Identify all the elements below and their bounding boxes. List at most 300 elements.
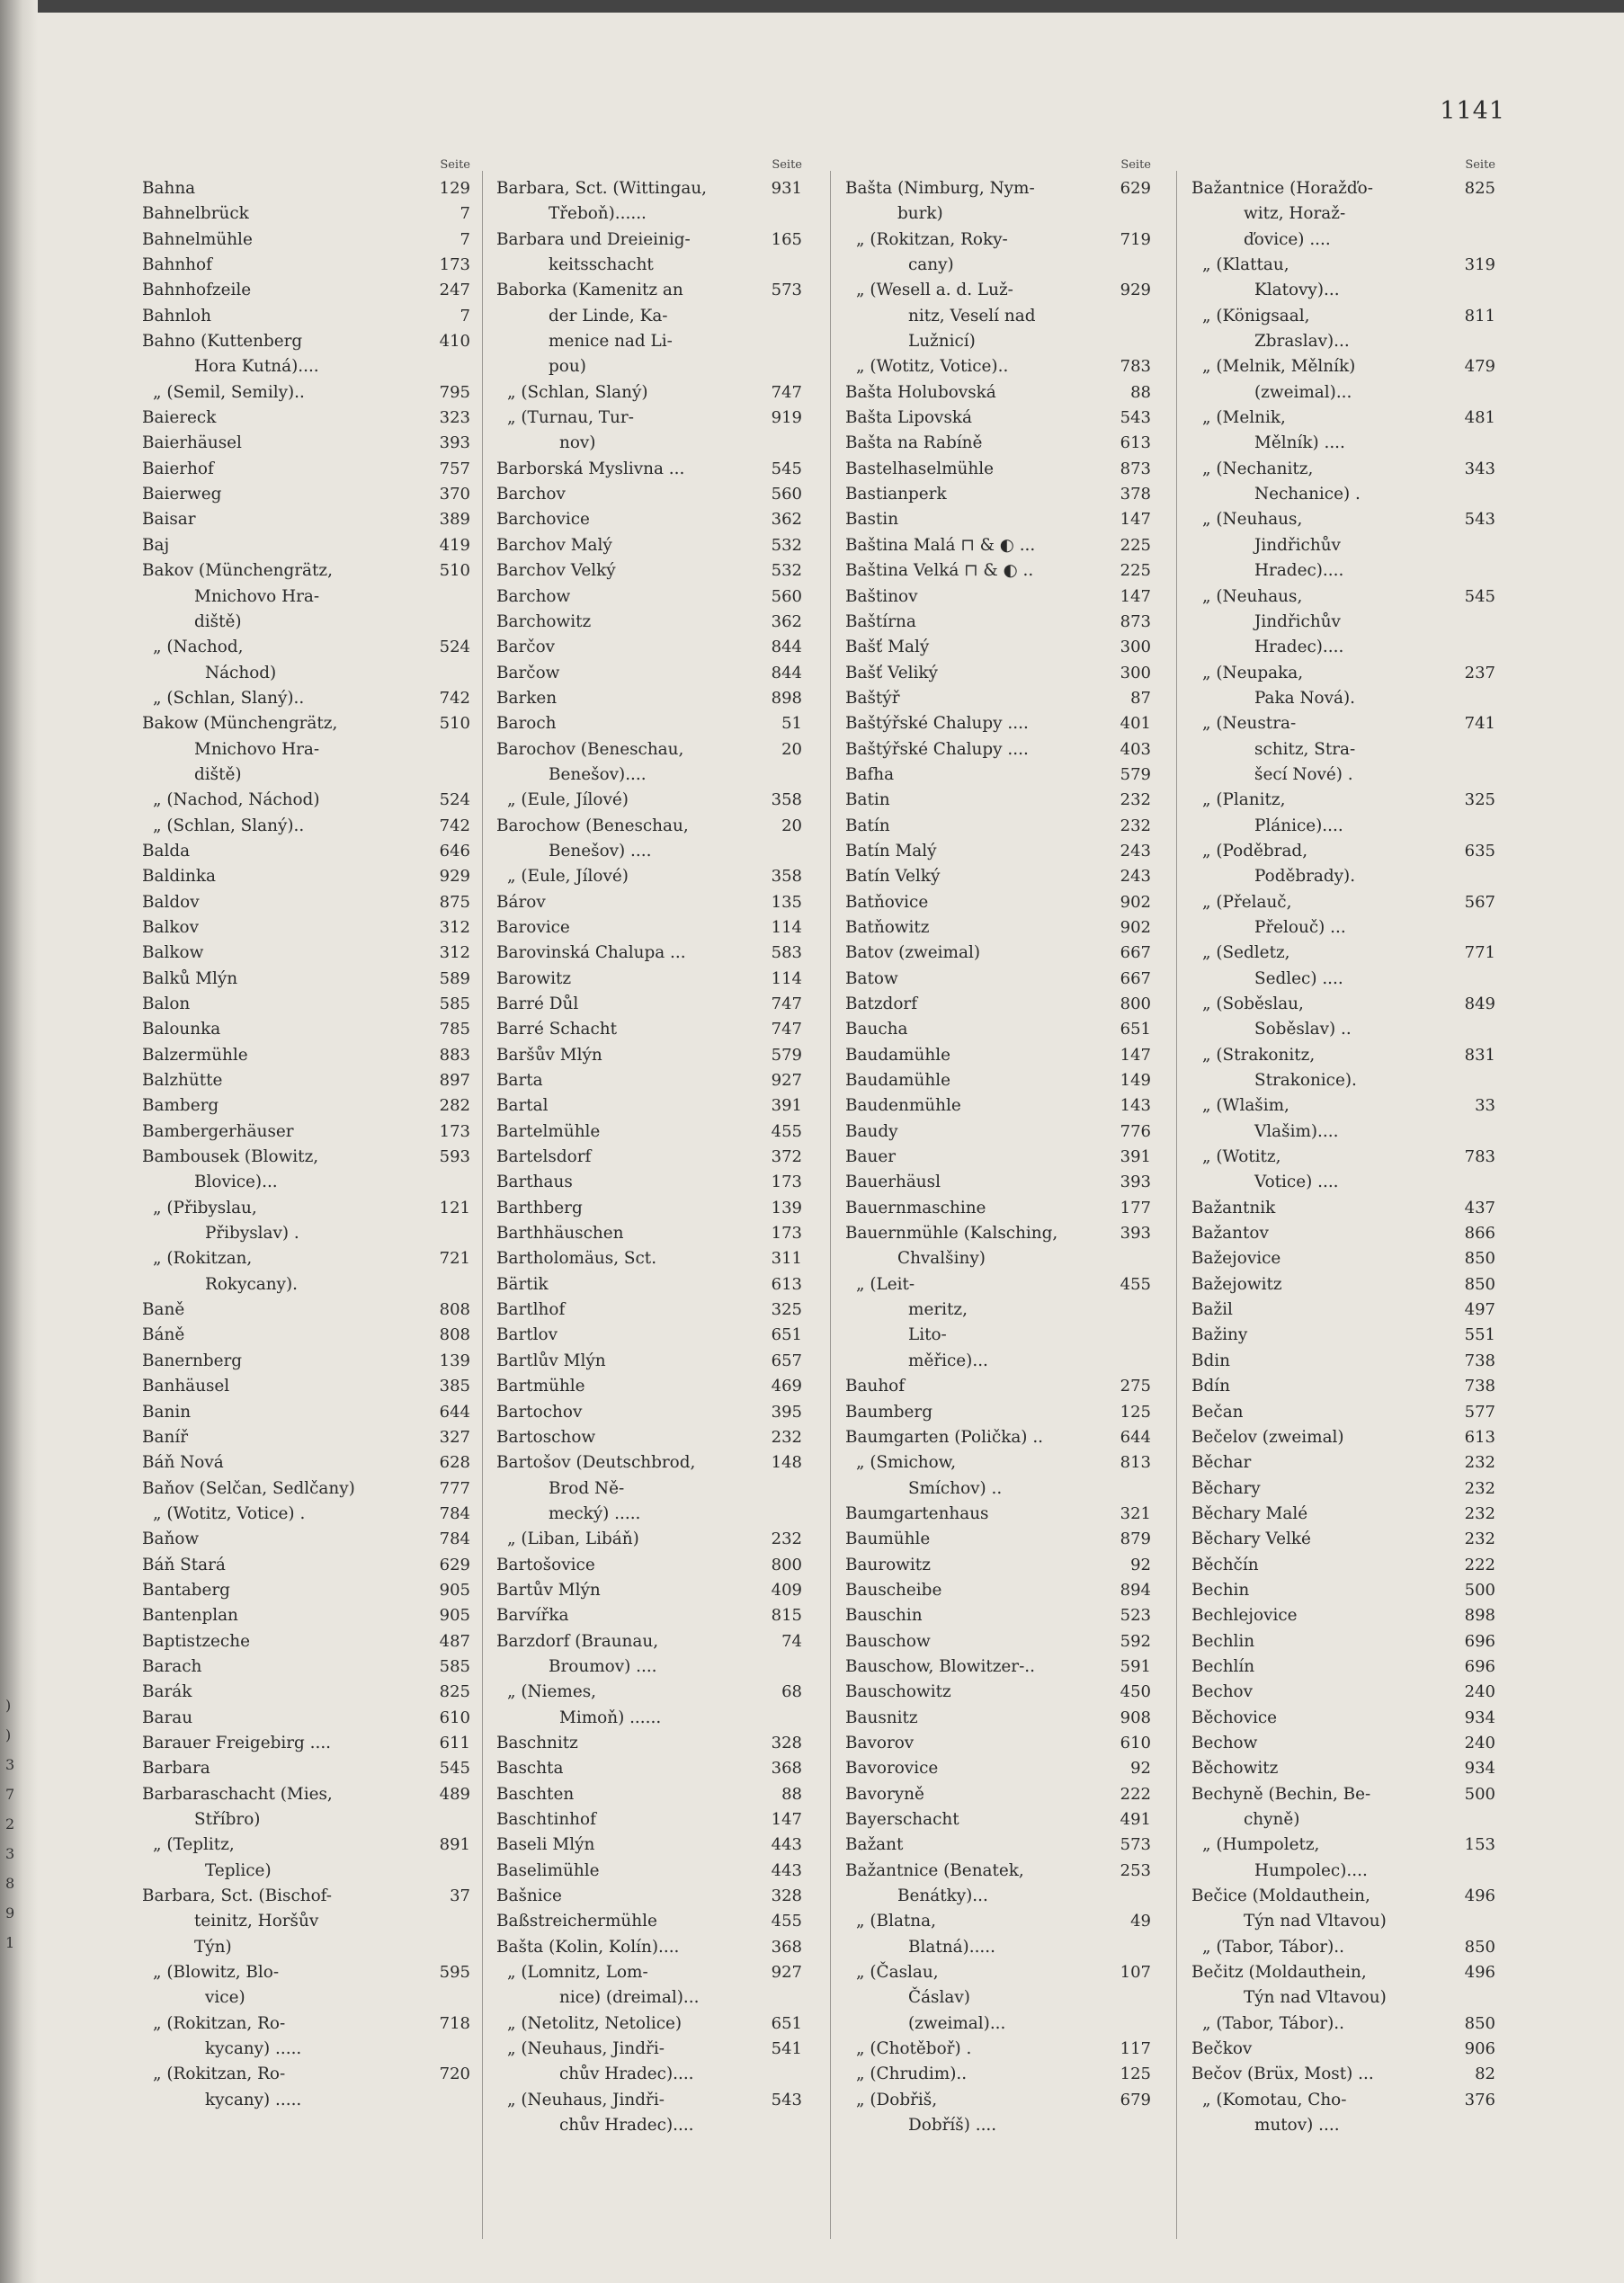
index-entry [142, 1502, 470, 1527]
entry-page-number: 74 [781, 1631, 802, 1651]
entry-name: Baršův Mlýn [496, 1045, 602, 1065]
entry-page-number: 7 [460, 306, 470, 326]
entry-name: Baudy [845, 1121, 898, 1141]
entry-page-number: 783 [1464, 1147, 1495, 1167]
entry-name: „ (Neuhaus, Jindři- [507, 2090, 665, 2109]
entry-name: „ (Königsaal, [1202, 306, 1310, 326]
entry-continuation: Strakonice). [1254, 1071, 1357, 1091]
entry-name: Bausnitz [845, 1708, 918, 1727]
entry-name: Baj [142, 535, 170, 555]
index-entry [496, 610, 802, 635]
index-entry [845, 533, 1151, 558]
entry-name: Bakow (Münchengrätz, [142, 714, 338, 734]
index-entry [845, 1807, 1151, 1833]
index-entry [142, 406, 470, 431]
entry-name: Baldinka [142, 867, 216, 887]
entry-continuation: mutov) .... [1254, 2116, 1340, 2136]
entry-page-number: 325 [771, 1300, 802, 1320]
entry-page-number: 929 [1120, 281, 1151, 300]
index-entry [142, 915, 470, 941]
entry-name: Barvířka [496, 1606, 569, 1626]
index-entry [845, 864, 1151, 889]
entry-name: Baštýřské Chalupy .... [845, 714, 1029, 734]
index-entry [142, 1374, 470, 1399]
entry-name: Bartlov [496, 1325, 558, 1345]
index-entry [142, 2011, 470, 2063]
entry-name: Barovice [496, 917, 570, 937]
index-entry [496, 1374, 802, 1399]
index-entry [1191, 711, 1495, 788]
entry-page-number: 391 [1120, 1147, 1151, 1167]
index-entry [845, 507, 1151, 532]
index-entry [1191, 1833, 1495, 1884]
entry-page-number: 927 [771, 1071, 802, 1091]
entry-name: Batzdorf [845, 994, 918, 1013]
index-entry [1191, 176, 1495, 253]
index-entry [845, 992, 1151, 1017]
entry-page-number: 275 [1120, 1377, 1151, 1396]
entry-page-number: 497 [1464, 1300, 1495, 1320]
entry-page-number: 776 [1120, 1121, 1151, 1141]
index-entry [142, 1578, 470, 1603]
entry-continuation: Týn nad Vltavou) [1244, 1988, 1387, 2008]
entry-name: Baštinov [845, 586, 918, 606]
entry-name: „ (Nachod, [153, 638, 244, 657]
entry-page-number: 88 [1130, 382, 1151, 402]
entry-name: Balkow [142, 943, 204, 963]
index-entry [496, 533, 802, 558]
entry-name: Barbaraschacht (Mies, [142, 1784, 333, 1804]
entry-name: Barthaus [496, 1173, 573, 1192]
entry-name: Baumgartenhaus [845, 1503, 989, 1523]
margin-mark: ) [5, 1697, 12, 1714]
entry-page-number: 125 [1120, 2065, 1151, 2084]
entry-name: Bažantnik [1191, 1198, 1276, 1217]
index-entry [1191, 1323, 1495, 1348]
entry-page-number: 844 [771, 638, 802, 657]
index-entry [496, 482, 802, 507]
entry-continuation: Týn) [194, 1937, 232, 1957]
entry-page-number: 148 [771, 1453, 802, 1473]
entry-name: Baňov (Selčan, Sedlčany) [142, 1478, 355, 1498]
index-entry [142, 1093, 470, 1119]
entry-continuation: ďovice) .... [1244, 229, 1331, 249]
entry-continuation: Blovice)... [194, 1173, 278, 1192]
entry-name: Barthberg [496, 1198, 583, 1217]
entry-page-number: 312 [439, 943, 470, 963]
entry-name: „ (Melnik, Mělník) [1202, 357, 1356, 377]
index-entry [845, 1170, 1151, 1195]
entry-name: „ (Neuhaus, Jindři- [507, 2039, 665, 2059]
entry-page-number: 455 [771, 1121, 802, 1141]
entry-name: Bambousek (Blowitz, [142, 1147, 319, 1167]
entry-name: Bartelmühle [496, 1121, 601, 1141]
entry-page-number: 573 [1120, 1835, 1151, 1855]
entry-page-number: 328 [771, 1733, 802, 1752]
entry-page-number: 147 [1120, 1045, 1151, 1065]
entry-page-number: 68 [781, 1682, 802, 1702]
entry-name: Bahno (Kuttenberg [142, 332, 303, 352]
entry-page-number: 107 [1120, 1963, 1151, 1983]
entry-name: Barré Důl [496, 994, 579, 1013]
entry-name: Bartošovice [496, 1555, 595, 1574]
entry-continuation: (zweimal)... [908, 2013, 1006, 2033]
index-entry [496, 2011, 802, 2037]
entry-continuation: kycany) ..... [205, 2039, 302, 2059]
entry-name: Barochow (Beneschau, [496, 816, 689, 835]
entry-page-number: 585 [439, 1656, 470, 1676]
entry-continuation: chův Hradec).... [559, 2065, 694, 2084]
index-entry [496, 1400, 802, 1425]
entry-continuation: kycany) ..... [205, 2090, 302, 2109]
index-entry [142, 686, 470, 711]
entry-page-number: 718 [439, 2013, 470, 2033]
entry-name: Barthhäuschen [496, 1224, 624, 1244]
entry-name: Banhäusel [142, 1377, 230, 1396]
index-entry [142, 304, 470, 329]
entry-page-number: 7 [460, 204, 470, 224]
entry-continuation: cany) [908, 255, 954, 275]
entry-page-number: 389 [439, 510, 470, 530]
index-entry [496, 711, 802, 736]
entry-name: Baschta [496, 1759, 564, 1779]
index-entry [142, 1731, 470, 1756]
entry-page-number: 866 [1464, 1224, 1495, 1244]
index-entry [1191, 1756, 1495, 1781]
index-entry [1191, 1502, 1495, 1527]
index-entry [1191, 1093, 1495, 1145]
entry-page-number: 469 [771, 1377, 802, 1396]
entry-page-number: 232 [1120, 790, 1151, 810]
entry-page-number: 33 [1475, 1096, 1495, 1116]
entry-continuation: Brod Ně- [549, 1478, 625, 1498]
entry-continuation: nov) [559, 433, 596, 453]
index-entry [1191, 1374, 1495, 1399]
entry-page-number: 929 [439, 867, 470, 887]
entry-name: Běchary Velké [1191, 1529, 1311, 1549]
index-entry [1191, 1246, 1495, 1271]
index-entry [142, 1782, 470, 1833]
index-entry [142, 1145, 470, 1196]
entry-page-number: 232 [1464, 1478, 1495, 1498]
entry-name: Bečkov [1191, 2039, 1253, 2059]
entry-page-number: 232 [771, 1427, 802, 1447]
entry-name: Baština Malá ⊓ & ◐ ... [845, 535, 1036, 555]
entry-name: „ (Časlau, [856, 1963, 939, 1983]
entry-name: Bauschin [845, 1606, 923, 1626]
entry-name: „ (Rokitzan, Roky- [856, 229, 1008, 249]
entry-page-number: 368 [771, 1759, 802, 1779]
entry-name: Bantenplan [142, 1606, 238, 1626]
index-entry [496, 507, 802, 532]
index-column-3 [845, 158, 1151, 2244]
entry-name: „ (Chrudim).. [856, 2065, 968, 2084]
entry-name: Bahnelmühle [142, 229, 253, 249]
entry-name: Baschten [496, 1784, 575, 1804]
entry-name: Batňovice [845, 892, 929, 912]
entry-page-number: 800 [1120, 994, 1151, 1013]
entry-name: „ (Wotitz, [1202, 1147, 1281, 1167]
entry-name: Bašnice [496, 1886, 562, 1906]
index-entry [496, 1425, 802, 1450]
entry-page-number: 583 [771, 943, 802, 963]
entry-page-number: 243 [1120, 867, 1151, 887]
entry-page-number: 543 [1464, 510, 1495, 530]
entry-continuation: meritz, [908, 1300, 968, 1320]
entry-page-number: 651 [771, 1325, 802, 1345]
index-entry [845, 2037, 1151, 2062]
index-entry [142, 482, 470, 507]
entry-name: Baudamühle [845, 1071, 950, 1091]
index-entry [142, 1425, 470, 1450]
entry-page-number: 437 [1464, 1198, 1495, 1217]
entry-page-number: 523 [1120, 1606, 1151, 1626]
entry-page-number: 312 [439, 917, 470, 937]
index-entry [496, 1807, 802, 1833]
entry-page-number: 393 [439, 433, 470, 453]
entry-name: Baptistzeche [142, 1631, 250, 1651]
entry-page-number: 496 [1464, 1886, 1495, 1906]
entry-name: Baucha [845, 1020, 908, 1039]
index-entry [496, 1349, 802, 1374]
entry-page-number: 905 [439, 1580, 470, 1600]
entry-name: Barowitz [496, 968, 572, 988]
entry-continuation: Lito- [908, 1325, 947, 1345]
entry-page-number: 358 [771, 867, 802, 887]
entry-name: Bafha [845, 764, 895, 784]
entry-page-number: 738 [1464, 1377, 1495, 1396]
entry-name: Baselimühle [496, 1860, 600, 1880]
index-entry [1191, 1629, 1495, 1654]
entry-page-number: 479 [1464, 357, 1495, 377]
entry-name: Bašta na Rabíně [845, 433, 983, 453]
entry-continuation: burk) [897, 204, 943, 224]
index-entry [142, 380, 470, 406]
entry-page-number: 139 [771, 1198, 802, 1217]
entry-page-number: 328 [771, 1886, 802, 1906]
index-entry [142, 1043, 470, 1068]
entry-name: Balda [142, 841, 191, 861]
entry-name: Bárov [496, 892, 546, 912]
entry-name: Bašta Holubovská [845, 382, 996, 402]
entry-name: Bayerschacht [845, 1810, 959, 1829]
index-entry [1191, 304, 1495, 355]
entry-page-number: 491 [1120, 1810, 1151, 1829]
entry-page-number: 311 [771, 1249, 802, 1269]
index-entry [496, 2037, 802, 2088]
entry-page-number: 635 [1464, 841, 1495, 861]
column-rule [482, 171, 483, 2239]
entry-page-number: 391 [771, 1096, 802, 1116]
index-entry [845, 1043, 1151, 1068]
entry-page-number: 629 [1120, 179, 1151, 198]
entry-page-number: 720 [439, 2065, 470, 2084]
entry-name: Bambergerhäuser [142, 1121, 294, 1141]
entry-page-number: 560 [771, 485, 802, 504]
index-entry [496, 1298, 802, 1323]
entry-name: Bečelov (zweimal) [1191, 1427, 1344, 1447]
entry-page-number: 455 [1120, 1274, 1151, 1294]
entry-name: Barchovice [496, 510, 590, 530]
entry-name: „ (Turnau, Tur- [507, 408, 634, 428]
entry-page-number: 747 [771, 1020, 802, 1039]
index-entry [496, 635, 802, 660]
index-entry [142, 1756, 470, 1781]
entry-name: „ (Neustra- [1202, 714, 1297, 734]
index-entry [142, 1527, 470, 1552]
entry-continuation: Poděbrady). [1254, 867, 1356, 887]
entry-name: Bauhof [845, 1377, 906, 1396]
index-entry [496, 1119, 802, 1145]
index-entry [1191, 1553, 1495, 1578]
entry-name: Barovinská Chalupa ... [496, 943, 686, 963]
entry-page-number: 783 [1120, 357, 1151, 377]
index-entry [845, 1221, 1151, 1272]
index-entry [1191, 507, 1495, 584]
entry-page-number: 247 [439, 281, 470, 300]
entry-name: Bartelsdorf [496, 1147, 592, 1167]
entry-page-number: 253 [1120, 1860, 1151, 1880]
index-entry [845, 354, 1151, 379]
entry-continuation: Zbraslav)... [1254, 332, 1350, 352]
margin-marks [5, 1690, 14, 1957]
entry-page-number: 757 [439, 459, 470, 478]
entry-name: „ (Wotitz, Votice) . [153, 1503, 306, 1523]
entry-name: Bahnhofzeile [142, 281, 252, 300]
entry-name: Baierweg [142, 485, 222, 504]
entry-page-number: 92 [1130, 1759, 1151, 1779]
index-entry [845, 737, 1151, 762]
index-entry [142, 711, 470, 788]
entry-name: „ (Schlan, Slaný).. [153, 688, 305, 708]
index-entry [142, 1603, 470, 1628]
index-entry [1191, 941, 1495, 992]
entry-name: Bašta (Kolin, Kolín).... [496, 1937, 680, 1957]
entry-name: Batín Malý [845, 841, 937, 861]
entry-name: Barčov [496, 638, 556, 657]
entry-continuation: Týn nad Vltavou) [1244, 1912, 1387, 1931]
entry-continuation: Hora Kutná).... [194, 357, 319, 377]
entry-page-number: 875 [439, 892, 470, 912]
index-entry [142, 1706, 470, 1731]
index-entry [496, 1170, 802, 1195]
entry-name: Balounka [142, 1020, 221, 1039]
entry-name: Bauerhäusl [845, 1173, 941, 1192]
index-entry [496, 227, 802, 279]
entry-name: Baštírna [845, 611, 916, 631]
entry-page-number: 149 [1120, 1071, 1151, 1091]
entry-name: Bažiny [1191, 1325, 1248, 1345]
index-entry [142, 533, 470, 558]
entry-name: Bechyně (Bechin, Be- [1191, 1784, 1371, 1804]
entry-page-number: 524 [439, 790, 470, 810]
entry-page-number: 232 [1464, 1503, 1495, 1523]
entry-name: „ (Teplitz, [153, 1835, 235, 1855]
entry-name: Barborská Myslivna ... [496, 459, 685, 478]
index-entry [496, 2088, 802, 2139]
entry-page-number: 443 [771, 1835, 802, 1855]
index-entry [496, 1935, 802, 1960]
entry-page-number: 657 [771, 1351, 802, 1370]
entry-page-number: 719 [1120, 229, 1151, 249]
index-entry [142, 227, 470, 253]
entry-page-number: 173 [439, 1121, 470, 1141]
index-entry [845, 406, 1151, 431]
entry-continuation: nitz, Veselí nad [908, 306, 1036, 326]
entry-continuation: chův Hradec).... [559, 2116, 694, 2136]
index-entry [496, 1323, 802, 1348]
entry-name: „ (Planitz, [1202, 790, 1286, 810]
entry-page-number: 850 [1464, 1937, 1495, 1957]
index-entry [496, 1272, 802, 1298]
entry-page-number: 902 [1120, 917, 1151, 937]
index-entry [845, 482, 1151, 507]
entry-name: „ (Melnik, [1202, 408, 1286, 428]
entry-page-number: 747 [771, 382, 802, 402]
index-entry [142, 431, 470, 456]
entry-name: Baňow [142, 1529, 200, 1549]
index-entry [496, 661, 802, 686]
entry-name: „ (Poděbrad, [1202, 841, 1308, 861]
entry-continuation: Vlašim).... [1254, 1121, 1339, 1141]
entry-page-number: 610 [1120, 1733, 1151, 1752]
index-entry [845, 1196, 1151, 1221]
entry-name: Barauer Freigebirg .... [142, 1733, 332, 1752]
entry-page-number: 117 [1120, 2039, 1151, 2059]
entry-name: Bauernmühle (Kalsching, [845, 1224, 1058, 1244]
index-entry [845, 1093, 1151, 1119]
entry-page-number: 721 [439, 1249, 470, 1269]
entry-name: Baroch [496, 714, 557, 734]
entry-page-number: 393 [1120, 1173, 1151, 1192]
index-entry [496, 864, 802, 889]
entry-page-number: 795 [439, 382, 470, 402]
index-entry [142, 1476, 470, 1502]
seite-header: Seite [1465, 158, 1495, 172]
entry-name: Baßstreichermühle [496, 1912, 657, 1931]
index-entry [142, 201, 470, 227]
entry-continuation: Třeboň)...... [549, 204, 647, 224]
entry-name: „ (Nachod, Náchod) [153, 790, 320, 810]
index-entry [496, 1680, 802, 1731]
entry-page-number: 593 [439, 1147, 470, 1167]
entry-page-number: 784 [439, 1503, 470, 1523]
entry-page-number: 37 [450, 1886, 470, 1906]
entry-page-number: 165 [771, 229, 802, 249]
entry-continuation: šecí Nové) . [1254, 764, 1353, 784]
index-entry [845, 1833, 1151, 1858]
entry-continuation: Benešov) .... [549, 841, 652, 861]
entry-page-number: 919 [771, 408, 802, 428]
entry-name: Balon [142, 994, 191, 1013]
index-entry [142, 1298, 470, 1323]
entry-page-number: 443 [771, 1860, 802, 1880]
entry-name: Baborka (Kamenitz an [496, 281, 683, 300]
entry-name: Barochov (Beneschau, [496, 739, 684, 759]
entry-name: Bechov [1191, 1682, 1254, 1702]
entry-page-number: 489 [439, 1784, 470, 1804]
entry-page-number: 237 [1464, 663, 1495, 682]
entry-page-number: 667 [1120, 968, 1151, 988]
index-entry [496, 1043, 802, 1068]
index-column-2 [496, 158, 802, 2244]
entry-page-number: 500 [1464, 1784, 1495, 1804]
entry-page-number: 481 [1464, 408, 1495, 428]
entry-page-number: 592 [1120, 1631, 1151, 1651]
index-entry [1191, 2062, 1495, 2087]
index-entry [496, 1068, 802, 1093]
index-entry [496, 1884, 802, 1909]
